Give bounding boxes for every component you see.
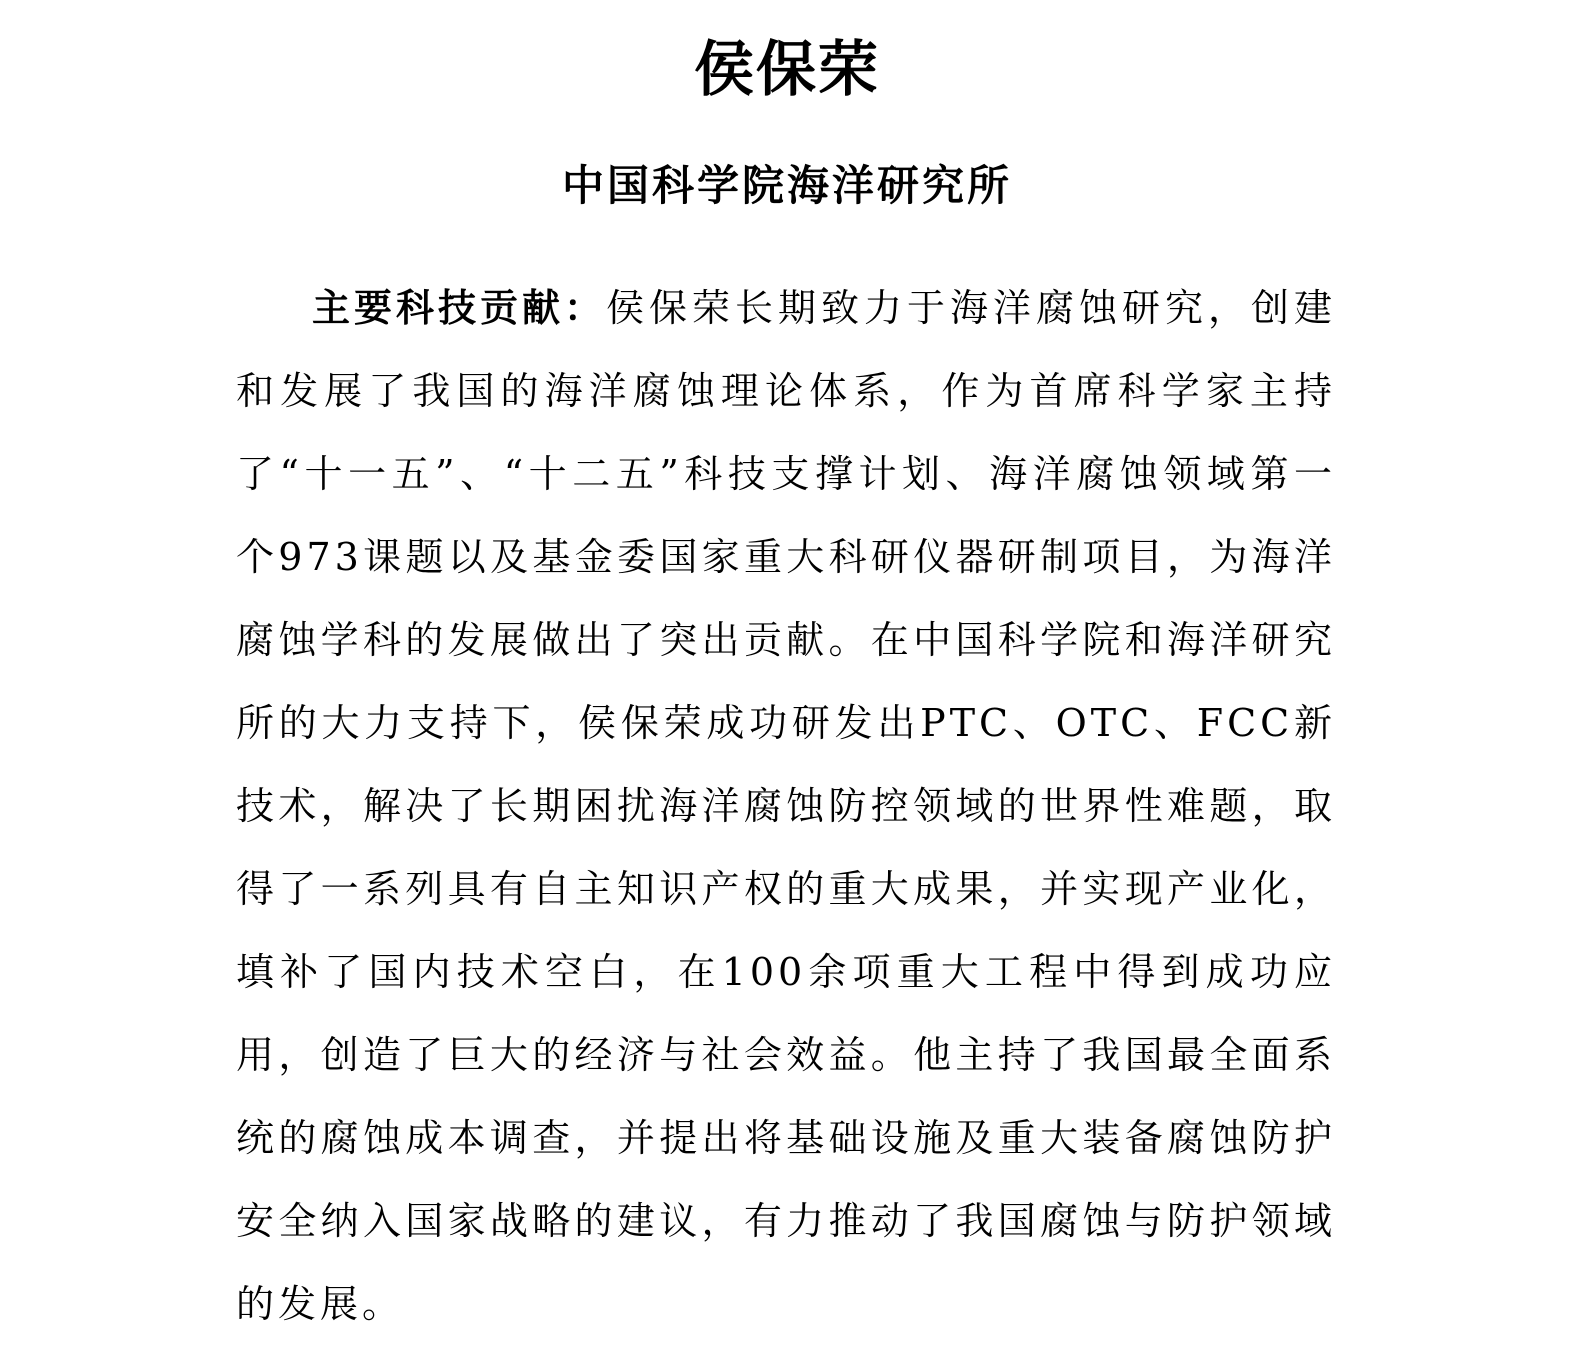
contribution-label: 主要科技贡献： xyxy=(312,285,606,330)
person-name: 侯保荣 xyxy=(694,35,880,105)
contribution-paragraph xyxy=(236,266,1336,1346)
contribution-text: 侯保荣长期致力于海洋腐蚀研究，创建和发展了我国的海洋腐蚀理论体系，作为首席科学家主持了“十一五”、“十二五”科技支撑计划、海洋腐蚀领域第一个973课题以及基金委国家重大科研仪器研制项目，为海洋腐蚀学科的发展做出了突出贡献。在中国科学院和海洋研究所的大力支持下，侯保荣成功研发出PTC、OTC、FCC新技术，解决了长期困扰海洋腐蚀防控领域的世界性难题，取得了一系列具有自主知识产权的重大成果，并实现产业化，填补了国内技术空白，在100余项重大工程中得到成功应用，创造了巨大的经济与社会效益。他主持了我国最全面系统的腐蚀成本调查，并提出将基础设施及重大装备腐蚀防护安全纳入国家战略的建议，有力推动了我国腐蚀与防护领域的发展。 xyxy=(236,286,1336,1326)
organization-name: 中国科学院海洋研究所 xyxy=(561,161,1012,210)
